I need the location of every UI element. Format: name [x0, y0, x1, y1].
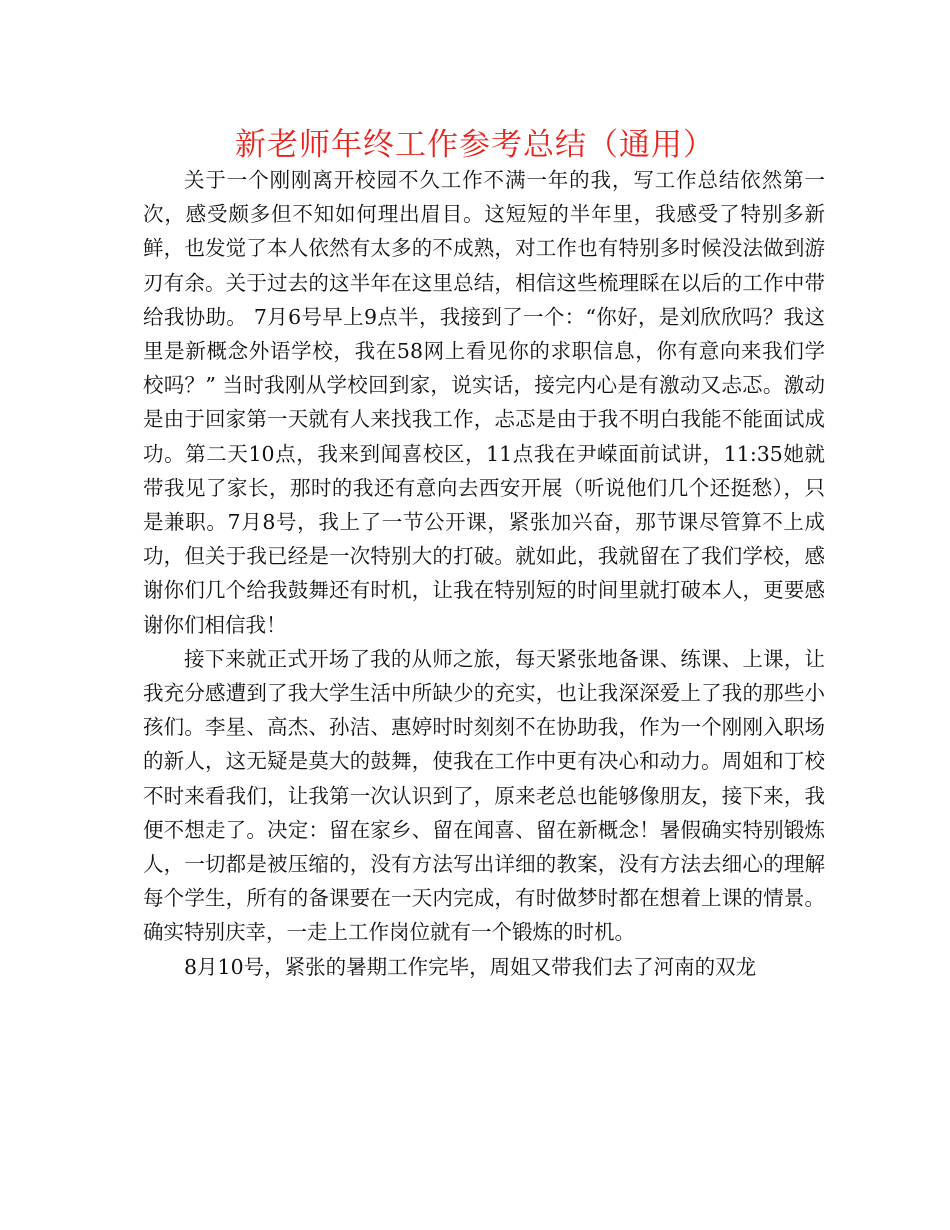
document-title: 新老师年终工作参考总结（通用） — [235, 127, 715, 163]
paragraph-2: 接下来就正式开场了我的从师之旅，每天紧张地备课、练课、上课，让我充分感遭到了我大学生活中所缺少的充实，也让我深深爱上了我的那些小孩们。李星、高杰、孙洁、惠婷时时刻刻不在协助我，作为一个刚刚入职场的新人，这无疑是莫大的鼓舞，使我在工作中更有决心和动力。周姐和丁校不时来看我们，让我第一次认识到了，原来老总也能够像朋友，接下来，我便不想走了。决定：留在家乡、留在闻喜、留在新概念！暑假确实特别锻炼人，一切都是被压缩的，没有方法写出详细的教案，没有方法去细心的理解每个学生，所有的备课要在一天内完成，有时做梦时都在想着上课的情景。确实特别庆幸，一走上工作岗位就有一个锻炼的时机。 — [143, 646, 825, 945]
paragraph-3: 8月10号，紧张的暑期工作完毕，周姐又带我们去了河南的双龙 — [184, 954, 757, 979]
document-body — [143, 163, 825, 984]
paragraph-1: 关于一个刚刚离开校园不久工作不满一年的我，写工作总结依然第一次，感受颇多但不知如何理出眉目。这短短的半年里，我感受了特别多新鲜，也发觉了本人依然有太多的不成熟，对工作也有特别多时候没法做到游刃有余。关于过去的这半年在这里总结，相信这些梳理睬在以后的工作中带给我协助。 7月6号早上9点半，我接到了一个：“你好，是刘欣欣吗？我这里是新概念外语学校，我在58网上看见你的求职信息，你有意向来我们学校吗？” 当时我刚从学校回到家，说实话，接完内心是有激动又忐忑。激动是由于回家第一天就有人来找我工作，忐忑是由于我不明白我能不能面试成功。第二天10点，我来到闻喜校区，11点我在尹嵘面前试讲，11:35她就带我见了家长，那时的我还有意向去西安开展（听说他们几个还挺愁），只是兼职。7月8号，我上了一节公开课，紧张加兴奋，那节课尽管算不上成功，但关于我已经是一次特别大的打破。就如此，我就留在了我们学校，感谢你们几个给我鼓舞还有时机，让我在特别短的时间里就打破本人，更要感谢你们相信我！ — [143, 168, 825, 637]
